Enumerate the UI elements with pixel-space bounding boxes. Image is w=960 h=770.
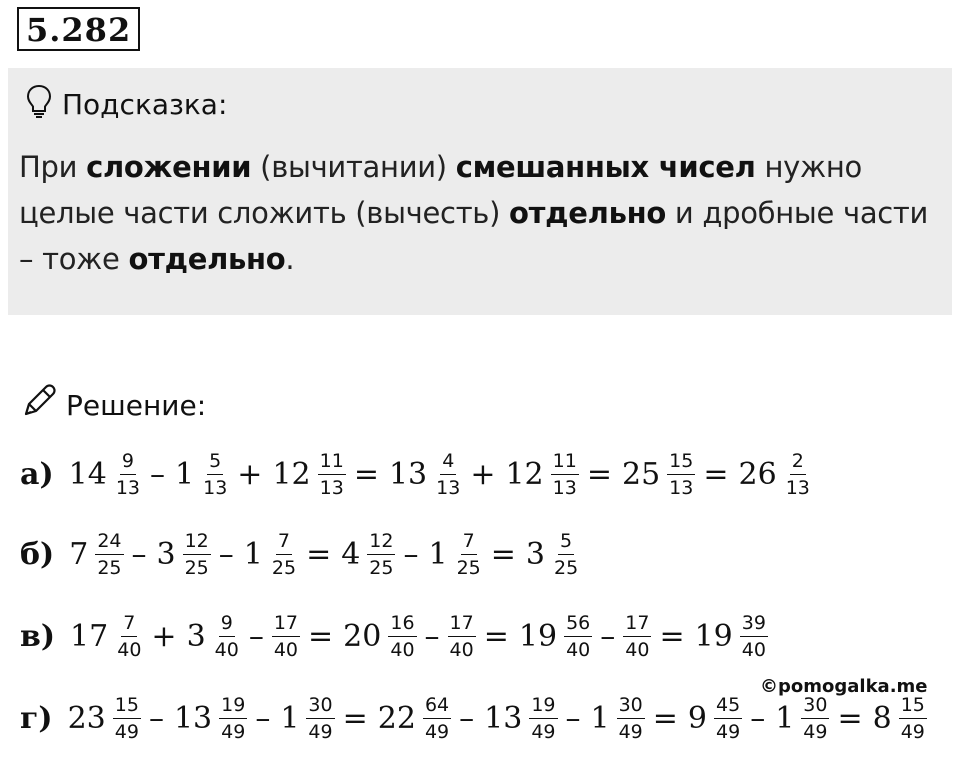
operator: = (353, 457, 379, 492)
numerator: 12 (367, 530, 395, 555)
operator: – (218, 537, 234, 572)
solution-line-a (20, 450, 815, 499)
hint-bold-term: сложении (86, 150, 252, 184)
mixed-number (617, 450, 698, 499)
whole-part: 12 (272, 457, 311, 492)
fraction (219, 694, 247, 743)
operator: = (659, 619, 685, 654)
fraction (114, 450, 142, 499)
numerator: 30 (306, 694, 334, 719)
whole-part: 1 (280, 701, 300, 736)
solution-header (18, 382, 206, 429)
mixed-number (170, 450, 232, 499)
whole-part: 19 (694, 619, 733, 654)
fraction (740, 612, 768, 661)
line-label: г) (20, 701, 53, 736)
mixed-number (586, 694, 648, 743)
fraction (784, 450, 812, 499)
numerator: 39 (740, 612, 768, 637)
operator: – (459, 701, 475, 736)
hint-text-segment: (вычитании) (251, 150, 456, 184)
whole-part: 13 (173, 701, 213, 736)
mixed-number (239, 530, 301, 579)
mixed-number (269, 612, 303, 661)
mixed-number (521, 530, 583, 579)
fraction (667, 450, 695, 499)
lightbulb-icon (26, 84, 52, 125)
whole-part: 7 (69, 537, 89, 572)
mixed-number (373, 694, 454, 743)
numerator: 30 (617, 694, 645, 719)
operator: + (470, 457, 496, 492)
hint-text-segment: нужно целые части сложить (вычесть) (19, 150, 862, 230)
hint-title: Подсказка: (62, 88, 228, 121)
fraction (272, 612, 300, 661)
mixed-number (770, 694, 832, 743)
operator: = (342, 701, 368, 736)
operator: – (150, 457, 166, 492)
denominator: 40 (117, 639, 142, 661)
denominator: 13 (115, 477, 141, 499)
whole-part: 1 (243, 537, 263, 572)
operator: – (248, 619, 264, 654)
denominator: 49 (803, 721, 828, 743)
denominator: 49 (424, 721, 450, 743)
operator: + (151, 619, 177, 654)
operator: = (586, 457, 612, 492)
mixed-number (64, 530, 126, 579)
whole-part: 3 (186, 619, 206, 654)
fraction (564, 612, 592, 661)
fraction (201, 450, 229, 499)
denominator: 25 (97, 557, 122, 579)
numerator: 64 (423, 694, 451, 719)
operator: – (148, 701, 164, 736)
fraction (318, 450, 346, 499)
solution-line-g (20, 694, 930, 743)
whole-part: 25 (621, 457, 661, 492)
fraction (551, 450, 579, 499)
operator: = (308, 619, 334, 654)
numerator: 7 (276, 530, 292, 555)
mixed-number (423, 530, 485, 579)
fraction (423, 694, 451, 743)
fraction (552, 530, 580, 579)
numerator: 7 (121, 612, 137, 637)
mixed-number (152, 530, 214, 579)
whole-part: 1 (175, 457, 195, 492)
whole-part: 13 (484, 701, 523, 736)
solution-line-v (20, 612, 771, 661)
numerator: 17 (448, 612, 476, 637)
denominator: 25 (271, 557, 297, 579)
fraction (714, 694, 742, 743)
whole-part: 26 (738, 457, 777, 492)
operator: – (600, 619, 616, 654)
denominator: 25 (456, 557, 481, 579)
fraction (801, 694, 829, 743)
numerator: 15 (667, 450, 695, 475)
numerator: 30 (801, 694, 829, 719)
denominator: 49 (900, 721, 925, 743)
whole-part: 13 (388, 457, 428, 492)
fraction (95, 530, 123, 579)
operator: – (131, 537, 147, 572)
whole-part: 20 (343, 619, 382, 654)
operator: = (837, 701, 863, 736)
mixed-number (734, 450, 815, 499)
mixed-number (868, 694, 930, 743)
mixed-number (275, 694, 337, 743)
numerator: 17 (272, 612, 300, 637)
denominator: 40 (273, 639, 299, 661)
denominator: 13 (552, 477, 577, 499)
line-label: в) (20, 619, 56, 654)
whole-part: 12 (505, 457, 544, 492)
fraction (434, 450, 462, 499)
fraction (529, 694, 557, 743)
numerator: 11 (318, 450, 346, 475)
denominator: 49 (308, 721, 333, 743)
numerator: 7 (461, 530, 477, 555)
denominator: 25 (554, 557, 579, 579)
solution-line-b (20, 530, 583, 579)
fraction (113, 694, 141, 743)
mixed-number (182, 612, 244, 661)
numerator: 9 (120, 450, 136, 475)
mixed-number (64, 450, 145, 499)
fraction (899, 694, 927, 743)
whole-part: 1 (590, 701, 610, 736)
operator: = (483, 619, 509, 654)
operator: – (255, 701, 271, 736)
mixed-number (683, 694, 745, 743)
numerator: 15 (899, 694, 927, 719)
denominator: 49 (114, 721, 139, 743)
mixed-number (690, 612, 771, 661)
denominator: 13 (669, 477, 694, 499)
operator: = (652, 701, 678, 736)
denominator: 25 (369, 557, 394, 579)
numerator: 19 (219, 694, 247, 719)
fraction (367, 530, 395, 579)
whole-part: 1 (428, 537, 448, 572)
hint-text-segment: и дробные части – тоже (19, 196, 929, 276)
denominator: 40 (449, 639, 474, 661)
mixed-number (620, 612, 654, 661)
denominator: 49 (531, 721, 556, 743)
task-number: 5.282 (17, 7, 140, 51)
hint-text-segment: . (285, 242, 295, 276)
numerator: 24 (95, 530, 123, 555)
fraction (270, 530, 298, 579)
denominator: 49 (221, 721, 246, 743)
mixed-number (63, 694, 144, 743)
whole-part: 9 (687, 701, 708, 736)
solution-title: Решение: (66, 389, 207, 422)
hint-bold-term: отдельно (128, 242, 286, 276)
denominator: 49 (618, 721, 643, 743)
denominator: 13 (785, 477, 810, 499)
mixed-number (479, 694, 560, 743)
hint-bold-term: смешанных чисел (455, 150, 756, 184)
mixed-number (169, 694, 250, 743)
numerator: 11 (551, 450, 579, 475)
mixed-number (384, 450, 465, 499)
mixed-number (338, 612, 419, 661)
numerator: 45 (714, 694, 742, 719)
numerator: 19 (529, 694, 557, 719)
hint-text-segment: При (19, 150, 87, 184)
hint-box (8, 68, 952, 315)
numerator: 15 (113, 694, 141, 719)
pencil-icon (18, 382, 58, 429)
fraction (306, 694, 334, 743)
numerator: 9 (219, 612, 235, 637)
denominator: 49 (716, 721, 741, 743)
fraction (183, 530, 211, 579)
operator: = (490, 537, 516, 572)
line-label: б) (20, 537, 55, 572)
denominator: 25 (184, 557, 209, 579)
mixed-number (514, 612, 595, 661)
operator: – (424, 619, 440, 654)
operator: = (703, 457, 729, 492)
mixed-number (445, 612, 479, 661)
numerator: 5 (207, 450, 223, 475)
fraction (617, 694, 645, 743)
operator: – (565, 701, 581, 736)
numerator: 4 (440, 450, 456, 475)
operator: – (403, 537, 419, 572)
denominator: 40 (741, 639, 766, 661)
mixed-number (336, 530, 398, 579)
whole-part: 22 (377, 701, 416, 736)
whole-part: 19 (518, 619, 558, 654)
numerator: 16 (388, 612, 416, 637)
mixed-number (65, 612, 146, 661)
watermark: ©pomogalka.me (760, 676, 928, 697)
whole-part: 14 (68, 457, 107, 492)
numerator: 5 (558, 530, 574, 555)
fraction (448, 612, 476, 661)
hint-text (19, 144, 929, 282)
whole-part: 17 (70, 619, 109, 654)
whole-part: 3 (525, 537, 545, 572)
numerator: 56 (564, 612, 592, 637)
fraction (115, 612, 143, 661)
whole-part: 4 (341, 537, 361, 572)
operator: + (237, 457, 263, 492)
denominator: 40 (566, 639, 591, 661)
fraction (623, 612, 651, 661)
denominator: 13 (203, 477, 228, 499)
denominator: 40 (390, 639, 415, 661)
mixed-number (500, 450, 581, 499)
whole-part: 23 (67, 701, 106, 736)
whole-part: 3 (156, 537, 176, 572)
mixed-number (267, 450, 348, 499)
denominator: 13 (436, 477, 461, 499)
denominator: 40 (214, 639, 239, 661)
hint-header (26, 84, 227, 125)
numerator: 12 (183, 530, 211, 555)
fraction (455, 530, 483, 579)
operator: = (306, 537, 332, 572)
whole-part: 1 (775, 701, 795, 736)
fraction (388, 612, 416, 661)
whole-part: 8 (872, 701, 892, 736)
fraction (213, 612, 241, 661)
hint-bold-term: отдельно (509, 196, 666, 230)
numerator: 2 (790, 450, 806, 475)
numerator: 17 (623, 612, 651, 637)
operator: – (750, 701, 766, 736)
line-label: а) (20, 457, 54, 492)
denominator: 13 (319, 477, 344, 499)
denominator: 40 (625, 639, 650, 661)
